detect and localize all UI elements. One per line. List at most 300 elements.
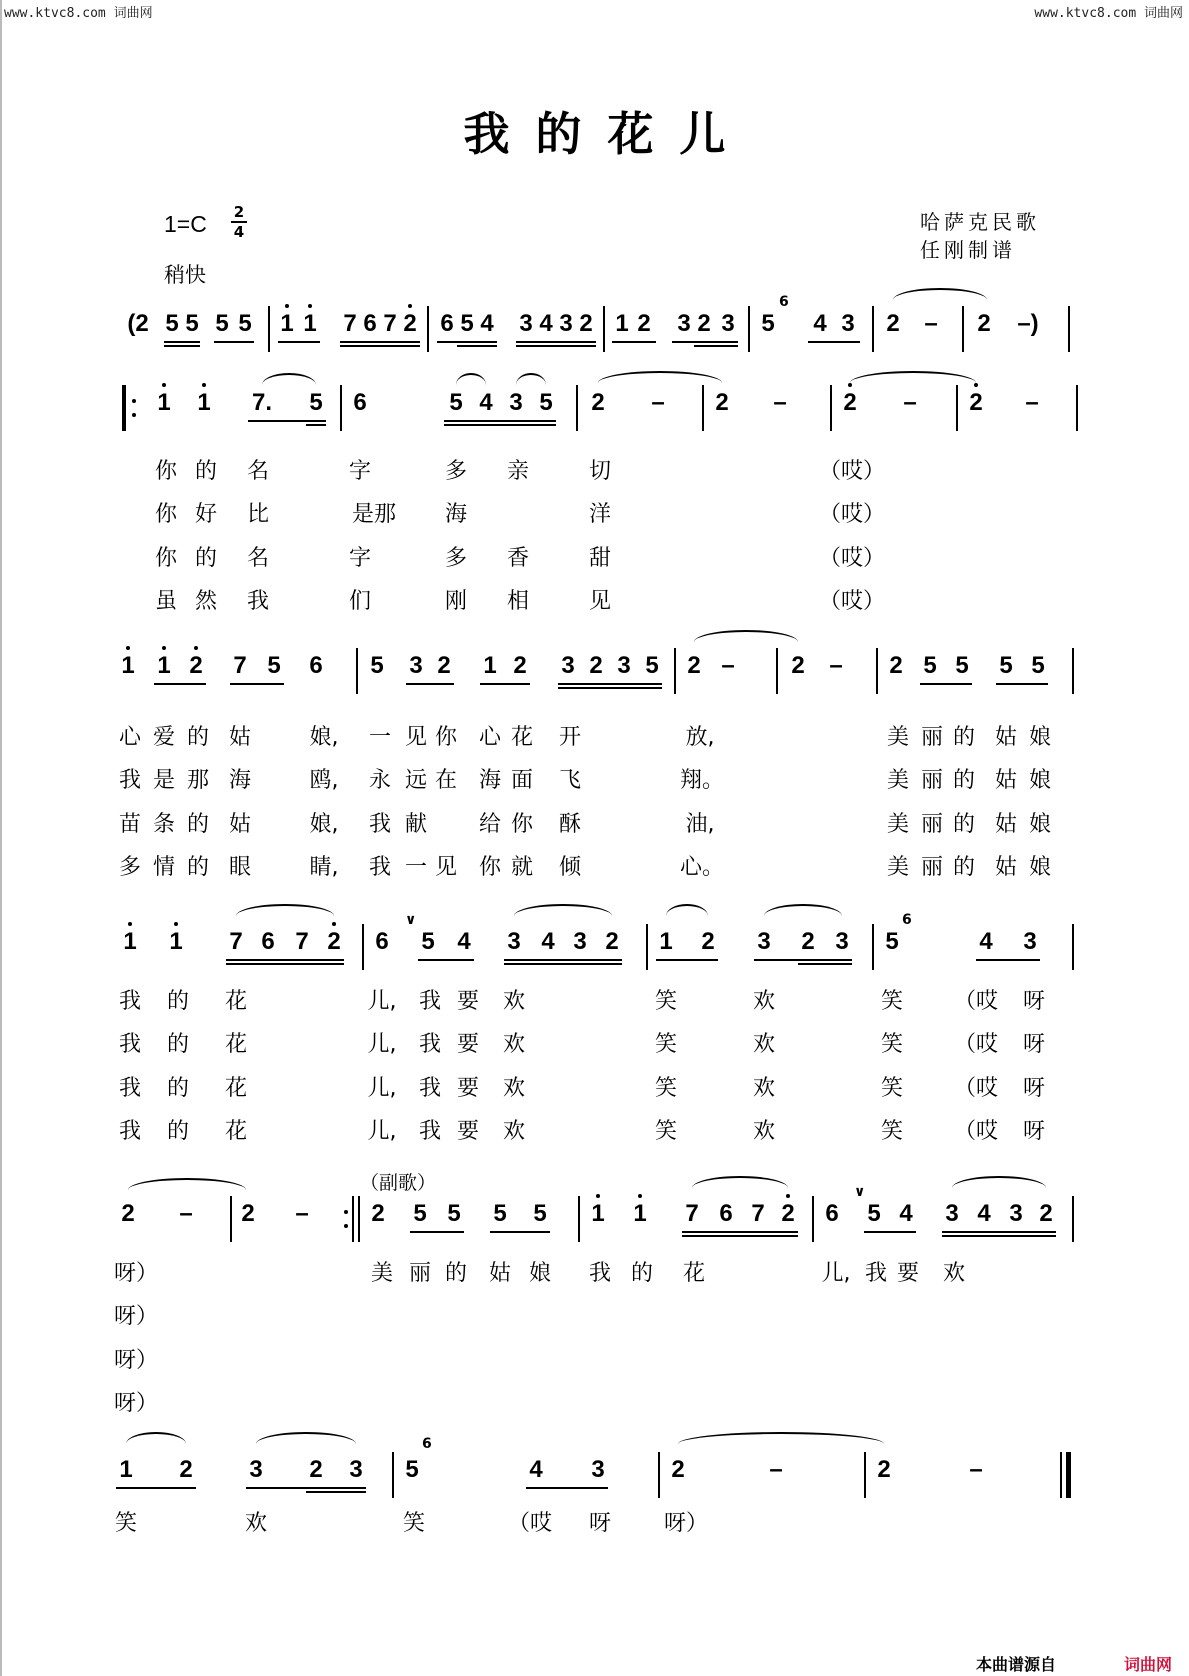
lyric: 呀 xyxy=(588,1511,612,1536)
lyric: 笑 xyxy=(654,1119,678,1144)
lyric: 欢 xyxy=(502,1076,526,1101)
note: 5 xyxy=(185,310,199,337)
note: 2 xyxy=(843,389,857,416)
lyric: 油, xyxy=(685,812,715,837)
lyric-row xyxy=(0,984,1189,1024)
barline xyxy=(956,385,958,431)
lyric: 你 xyxy=(154,459,178,484)
lyric: 美 xyxy=(886,812,910,837)
note: 1 xyxy=(633,1200,647,1227)
lyric: 倾 xyxy=(558,855,582,880)
lyric: 一 xyxy=(368,725,392,750)
barline xyxy=(1072,1196,1074,1242)
lyric-row xyxy=(0,763,1189,803)
lyric: 我 xyxy=(118,989,142,1014)
note: 2 xyxy=(241,1200,255,1227)
lyric: 好 xyxy=(194,502,218,527)
barline xyxy=(392,1452,394,1498)
lyric: 们 xyxy=(348,589,372,614)
lyric: 欢 xyxy=(752,1032,776,1057)
lyric: 欢 xyxy=(752,989,776,1014)
lyric: 比 xyxy=(246,502,270,527)
note: 1 xyxy=(483,652,497,679)
lyric-row xyxy=(0,1114,1189,1154)
lyric: 洋 xyxy=(588,502,612,527)
lyric: 海 xyxy=(228,768,252,793)
note: 4 xyxy=(979,928,993,955)
note: 5 xyxy=(449,389,463,416)
barline xyxy=(427,306,429,352)
lyric: （哎 xyxy=(507,1511,553,1536)
lyric: 的 xyxy=(166,989,190,1014)
note: 2 xyxy=(437,652,451,679)
barline xyxy=(230,1196,232,1242)
note: 5 xyxy=(165,310,179,337)
note: 1 xyxy=(123,928,137,955)
note: 7. xyxy=(251,389,273,416)
lyric: 我 xyxy=(246,589,270,614)
note: 4 xyxy=(899,1200,913,1227)
lyric: 娘 xyxy=(1028,768,1052,793)
lyric: 呀 xyxy=(1022,1076,1046,1101)
lyric: 远 xyxy=(404,768,428,793)
note: 2 xyxy=(715,389,729,416)
barline xyxy=(876,648,878,694)
note: 2 xyxy=(886,310,900,337)
lyric: 开 xyxy=(558,725,582,750)
barline xyxy=(776,648,778,694)
lyric: 花 xyxy=(224,1032,248,1057)
note: 2 xyxy=(179,1456,193,1483)
note: 2 xyxy=(589,652,603,679)
note: 1 xyxy=(615,310,629,337)
lyric: 丽 xyxy=(920,812,944,837)
lyric: 我 xyxy=(588,1261,612,1286)
lyrics-block-2 xyxy=(0,454,1189,629)
lyric: 苗 xyxy=(118,812,142,837)
lyric: 姑 xyxy=(228,812,252,837)
lyric-row xyxy=(0,720,1189,760)
barline xyxy=(748,306,750,352)
note: 5 xyxy=(447,1200,461,1227)
lyric-row xyxy=(0,497,1189,537)
note: – xyxy=(651,389,665,416)
note: 2 xyxy=(977,310,991,337)
lyric: 多 xyxy=(444,459,468,484)
note: 3 xyxy=(1009,1200,1023,1227)
lyric: 笑 xyxy=(654,989,678,1014)
lyric: 笑 xyxy=(880,1076,904,1101)
note: 4 xyxy=(479,389,493,416)
lyric: 一 xyxy=(404,855,428,880)
note: 1 xyxy=(119,1456,133,1483)
note: 3 xyxy=(559,310,573,337)
staff-line-5 xyxy=(0,1184,1189,1264)
note: 2 xyxy=(791,652,805,679)
note: 3 xyxy=(249,1456,263,1483)
lyric: 面 xyxy=(510,768,534,793)
note: 6 xyxy=(309,652,323,679)
lyric: 的 xyxy=(186,725,210,750)
lyric: 是 xyxy=(152,768,176,793)
lyrics-block-6 xyxy=(0,1506,1189,1546)
note: 3 xyxy=(573,928,587,955)
lyric: 的 xyxy=(952,768,976,793)
lyric: 那 xyxy=(186,768,210,793)
note: 5 xyxy=(405,1456,419,1483)
lyric: 要 xyxy=(456,1032,480,1057)
lyric-row xyxy=(0,1027,1189,1067)
note: 5 xyxy=(645,652,659,679)
lyric: 丽 xyxy=(920,855,944,880)
note: 6 xyxy=(440,310,454,337)
note: 5 xyxy=(267,652,281,679)
note: 5 xyxy=(421,928,435,955)
note: 3 xyxy=(841,310,855,337)
note: 5 xyxy=(885,928,899,955)
lyric: 香 xyxy=(506,546,530,571)
lyric: 放, xyxy=(685,725,715,750)
lyric: 你 xyxy=(478,855,502,880)
lyric: 娘 xyxy=(1028,812,1052,837)
grace-note: 6 xyxy=(422,1436,432,1452)
breath-mark: ∨ xyxy=(405,912,417,928)
lyric: 姑 xyxy=(994,812,1018,837)
lyric: 我 xyxy=(368,855,392,880)
lyric: 睛, xyxy=(309,855,339,880)
note: 2 xyxy=(121,1200,135,1227)
lyric: 给 xyxy=(478,812,502,837)
lyric: 欢 xyxy=(942,1261,966,1286)
note: 2 xyxy=(701,928,715,955)
lyric: 你 xyxy=(510,812,534,837)
lyric: 丽 xyxy=(408,1261,432,1286)
lyric-row xyxy=(0,584,1189,624)
note: 6 xyxy=(363,310,377,337)
lyric: 鸥, xyxy=(309,768,339,793)
repeat-end-barline xyxy=(358,1196,360,1242)
lyric: 姑 xyxy=(228,725,252,750)
lyric: 然 xyxy=(194,589,218,614)
lyric: 我 xyxy=(118,1119,142,1144)
lyric: （哎） xyxy=(818,589,886,614)
note: – xyxy=(969,1456,983,1483)
note: 3 xyxy=(721,310,735,337)
note: 7 xyxy=(685,1200,699,1227)
note: 3 xyxy=(617,652,631,679)
lyric: 的 xyxy=(166,1119,190,1144)
lyric-row xyxy=(0,850,1189,890)
repeat-start-barline xyxy=(122,385,126,431)
note: 3 xyxy=(507,928,521,955)
note: 2 xyxy=(403,310,417,337)
lyric: 呀 xyxy=(1022,1119,1046,1144)
note: 1 xyxy=(659,928,673,955)
note: 4 xyxy=(529,1456,543,1483)
lyric: 多 xyxy=(118,855,142,880)
note: 4 xyxy=(539,310,553,337)
lyric: 欢 xyxy=(752,1076,776,1101)
lyric: 美 xyxy=(886,768,910,793)
lyric: 花 xyxy=(224,989,248,1014)
note: 2 xyxy=(671,1456,685,1483)
barline xyxy=(872,306,874,352)
grace-note: 6 xyxy=(779,294,789,310)
note: 3 xyxy=(409,652,423,679)
barline xyxy=(268,306,270,352)
lyric: 你 xyxy=(434,725,458,750)
lyric: 字 xyxy=(348,459,372,484)
barline xyxy=(578,1196,580,1242)
repeat-end-barline xyxy=(352,1196,354,1242)
note: 7 xyxy=(751,1200,765,1227)
lyric: 的 xyxy=(952,725,976,750)
lyric: 刚 xyxy=(444,589,468,614)
note: 2 xyxy=(889,652,903,679)
note: (2 xyxy=(127,310,149,337)
barline xyxy=(674,648,676,694)
lyric-row xyxy=(0,454,1189,494)
lyric: 儿, xyxy=(367,1032,397,1057)
lyric: 呀） xyxy=(113,1348,159,1373)
lyric: 的 xyxy=(952,812,976,837)
note: 4 xyxy=(813,310,827,337)
lyric: 我 xyxy=(418,1076,442,1101)
key-signature: 1=C xyxy=(164,211,207,237)
note: 3 xyxy=(561,652,575,679)
lyric: 儿, xyxy=(367,989,397,1014)
staff-line-2 xyxy=(0,373,1189,453)
lyric: 心。 xyxy=(679,855,725,880)
note: 4 xyxy=(541,928,555,955)
lyric: 我 xyxy=(418,1119,442,1144)
lyric: 飞 xyxy=(558,768,582,793)
note: 2 xyxy=(189,652,203,679)
note: 2 xyxy=(969,389,983,416)
lyric: 字 xyxy=(348,546,372,571)
lyric: 姑 xyxy=(994,768,1018,793)
lyric-row xyxy=(0,541,1189,581)
note: 2 xyxy=(877,1456,891,1483)
lyric: 呀） xyxy=(663,1511,709,1536)
lyric: 切 xyxy=(588,459,612,484)
lyric: 要 xyxy=(456,989,480,1014)
note: 3 xyxy=(677,310,691,337)
note: 5 xyxy=(370,652,384,679)
note: 5 xyxy=(238,310,252,337)
lyric: 的 xyxy=(186,812,210,837)
arranger-credit: 任刚制谱 xyxy=(920,238,1016,262)
lyric: 娘 xyxy=(528,1261,552,1286)
note: 2 xyxy=(801,928,815,955)
lyric: 娘 xyxy=(1028,855,1052,880)
lyric: 的 xyxy=(166,1076,190,1101)
lyric: 爱 xyxy=(152,725,176,750)
lyric: 的 xyxy=(630,1261,654,1286)
lyric: 娘 xyxy=(1028,725,1052,750)
final-barline-thick xyxy=(1066,1452,1071,1498)
note: 3 xyxy=(591,1456,605,1483)
note: 3 xyxy=(945,1200,959,1227)
lyric: 的 xyxy=(444,1261,468,1286)
lyric: 要 xyxy=(896,1261,920,1286)
lyric: （哎 xyxy=(953,989,999,1014)
barline xyxy=(1076,385,1078,431)
lyric: 呀 xyxy=(1022,1032,1046,1057)
time-bottom: 4 xyxy=(233,223,245,241)
staff-line-3 xyxy=(0,636,1189,716)
lyric: 花 xyxy=(510,725,534,750)
lyric: 我 xyxy=(118,768,142,793)
barline xyxy=(356,648,358,694)
lyric: 见 xyxy=(404,725,428,750)
header-site-left[interactable]: www.ktvc8.com 词曲网 xyxy=(4,6,153,21)
lyric: 要 xyxy=(456,1119,480,1144)
note: 5 xyxy=(309,389,323,416)
note: 1 xyxy=(591,1200,605,1227)
note: 4 xyxy=(977,1200,991,1227)
lyric-row xyxy=(0,1343,1189,1383)
lyric: 在 xyxy=(434,768,458,793)
note: 2 xyxy=(309,1456,323,1483)
barline xyxy=(864,1452,866,1498)
lyric: 要 xyxy=(456,1076,480,1101)
note: 2 xyxy=(371,1200,385,1227)
lyric: 笑 xyxy=(880,1032,904,1057)
lyric: 永 xyxy=(368,768,392,793)
note: 2 xyxy=(781,1200,795,1227)
lyric: （哎） xyxy=(818,502,886,527)
note: 5 xyxy=(761,310,775,337)
grace-note: 6 xyxy=(902,912,912,928)
lyric-row xyxy=(0,1071,1189,1111)
note: 5 xyxy=(999,652,1013,679)
staff-line-4 xyxy=(0,912,1189,992)
barline xyxy=(830,385,832,431)
lyric: （哎） xyxy=(818,546,886,571)
lyric: 我 xyxy=(864,1261,888,1286)
lyric: 见 xyxy=(588,589,612,614)
note: 1 xyxy=(197,389,211,416)
lyric: 酥 xyxy=(558,812,582,837)
note: – xyxy=(295,1200,309,1227)
lyric: （哎 xyxy=(953,1076,999,1101)
lyric: 心 xyxy=(118,725,142,750)
note: – xyxy=(1025,389,1039,416)
note: 5 xyxy=(955,652,969,679)
lyric: 见 xyxy=(434,855,458,880)
lyric-row xyxy=(0,1256,1189,1296)
lyric: 花 xyxy=(682,1261,706,1286)
lyric: 眼 xyxy=(228,855,252,880)
note: 7 xyxy=(295,928,309,955)
lyric: 美 xyxy=(886,725,910,750)
note: 2 xyxy=(697,310,711,337)
origin-credit: 哈萨克民歌 xyxy=(920,210,1040,234)
lyric: （哎 xyxy=(953,1119,999,1144)
lyric: 娘, xyxy=(309,812,339,837)
lyric: 海 xyxy=(478,768,502,793)
note: 3 xyxy=(509,389,523,416)
lyric: 欢 xyxy=(502,1119,526,1144)
note: – xyxy=(773,389,787,416)
time-signature xyxy=(231,204,247,240)
lyric: 的 xyxy=(166,1032,190,1057)
lyric: 亲 xyxy=(506,459,530,484)
lyric: 笑 xyxy=(114,1511,138,1536)
lyric: 你 xyxy=(154,546,178,571)
lyric: 我 xyxy=(418,1032,442,1057)
lyric-row xyxy=(0,1386,1189,1426)
lyric: 我 xyxy=(418,989,442,1014)
time-top: 2 xyxy=(233,203,245,221)
note: 7 xyxy=(229,928,243,955)
note: 2 xyxy=(327,928,341,955)
tempo-marking: 稍快 xyxy=(164,263,206,287)
note: 1 xyxy=(121,652,135,679)
note: 6 xyxy=(825,1200,839,1227)
lyric: 欢 xyxy=(752,1119,776,1144)
note: –) xyxy=(1017,310,1039,337)
note: – xyxy=(769,1456,783,1483)
note: 7 xyxy=(383,310,397,337)
barline xyxy=(646,924,648,970)
note: 6 xyxy=(261,928,275,955)
barline xyxy=(658,1452,660,1498)
song-title: 我的花儿 xyxy=(463,107,752,161)
lyric: 花 xyxy=(224,1076,248,1101)
lyric: 花 xyxy=(224,1119,248,1144)
footer-site-logo[interactable]: 词曲网 xyxy=(1124,1655,1173,1674)
barline xyxy=(340,385,342,431)
barline xyxy=(812,1196,814,1242)
lyric: 我 xyxy=(368,812,392,837)
lyric: 儿, xyxy=(367,1119,397,1144)
note: 5 xyxy=(1031,652,1045,679)
note: 5 xyxy=(215,310,229,337)
lyric: 呀） xyxy=(113,1391,159,1416)
note: 2 xyxy=(591,389,605,416)
lyrics-block-5 xyxy=(0,1256,1189,1431)
note: – xyxy=(924,310,938,337)
lyric: 儿, xyxy=(367,1076,397,1101)
lyric: 欢 xyxy=(244,1511,268,1536)
lyric: 的 xyxy=(952,855,976,880)
note: – xyxy=(829,652,843,679)
lyric: 甜 xyxy=(588,546,612,571)
header-site-right[interactable]: www.ktvc8.com 词曲网 xyxy=(1034,6,1183,21)
lyric: 你 xyxy=(154,502,178,527)
lyric: 笑 xyxy=(654,1032,678,1057)
lyric: 笑 xyxy=(654,1076,678,1101)
barline xyxy=(872,924,874,970)
lyric: 翔。 xyxy=(679,768,725,793)
note: 3 xyxy=(1023,928,1037,955)
barline xyxy=(962,306,964,352)
note: 6 xyxy=(719,1200,733,1227)
final-barline xyxy=(1060,1452,1062,1498)
lyric: 就 xyxy=(510,855,534,880)
barline xyxy=(1072,924,1074,970)
lyric: 海 xyxy=(444,502,468,527)
note: 1 xyxy=(169,928,183,955)
note: 5 xyxy=(533,1200,547,1227)
lyric: 笑 xyxy=(880,1119,904,1144)
note: 2 xyxy=(687,652,701,679)
note: 4 xyxy=(480,310,494,337)
lyric: 欢 xyxy=(502,1032,526,1057)
lyric: 儿, xyxy=(821,1261,851,1286)
